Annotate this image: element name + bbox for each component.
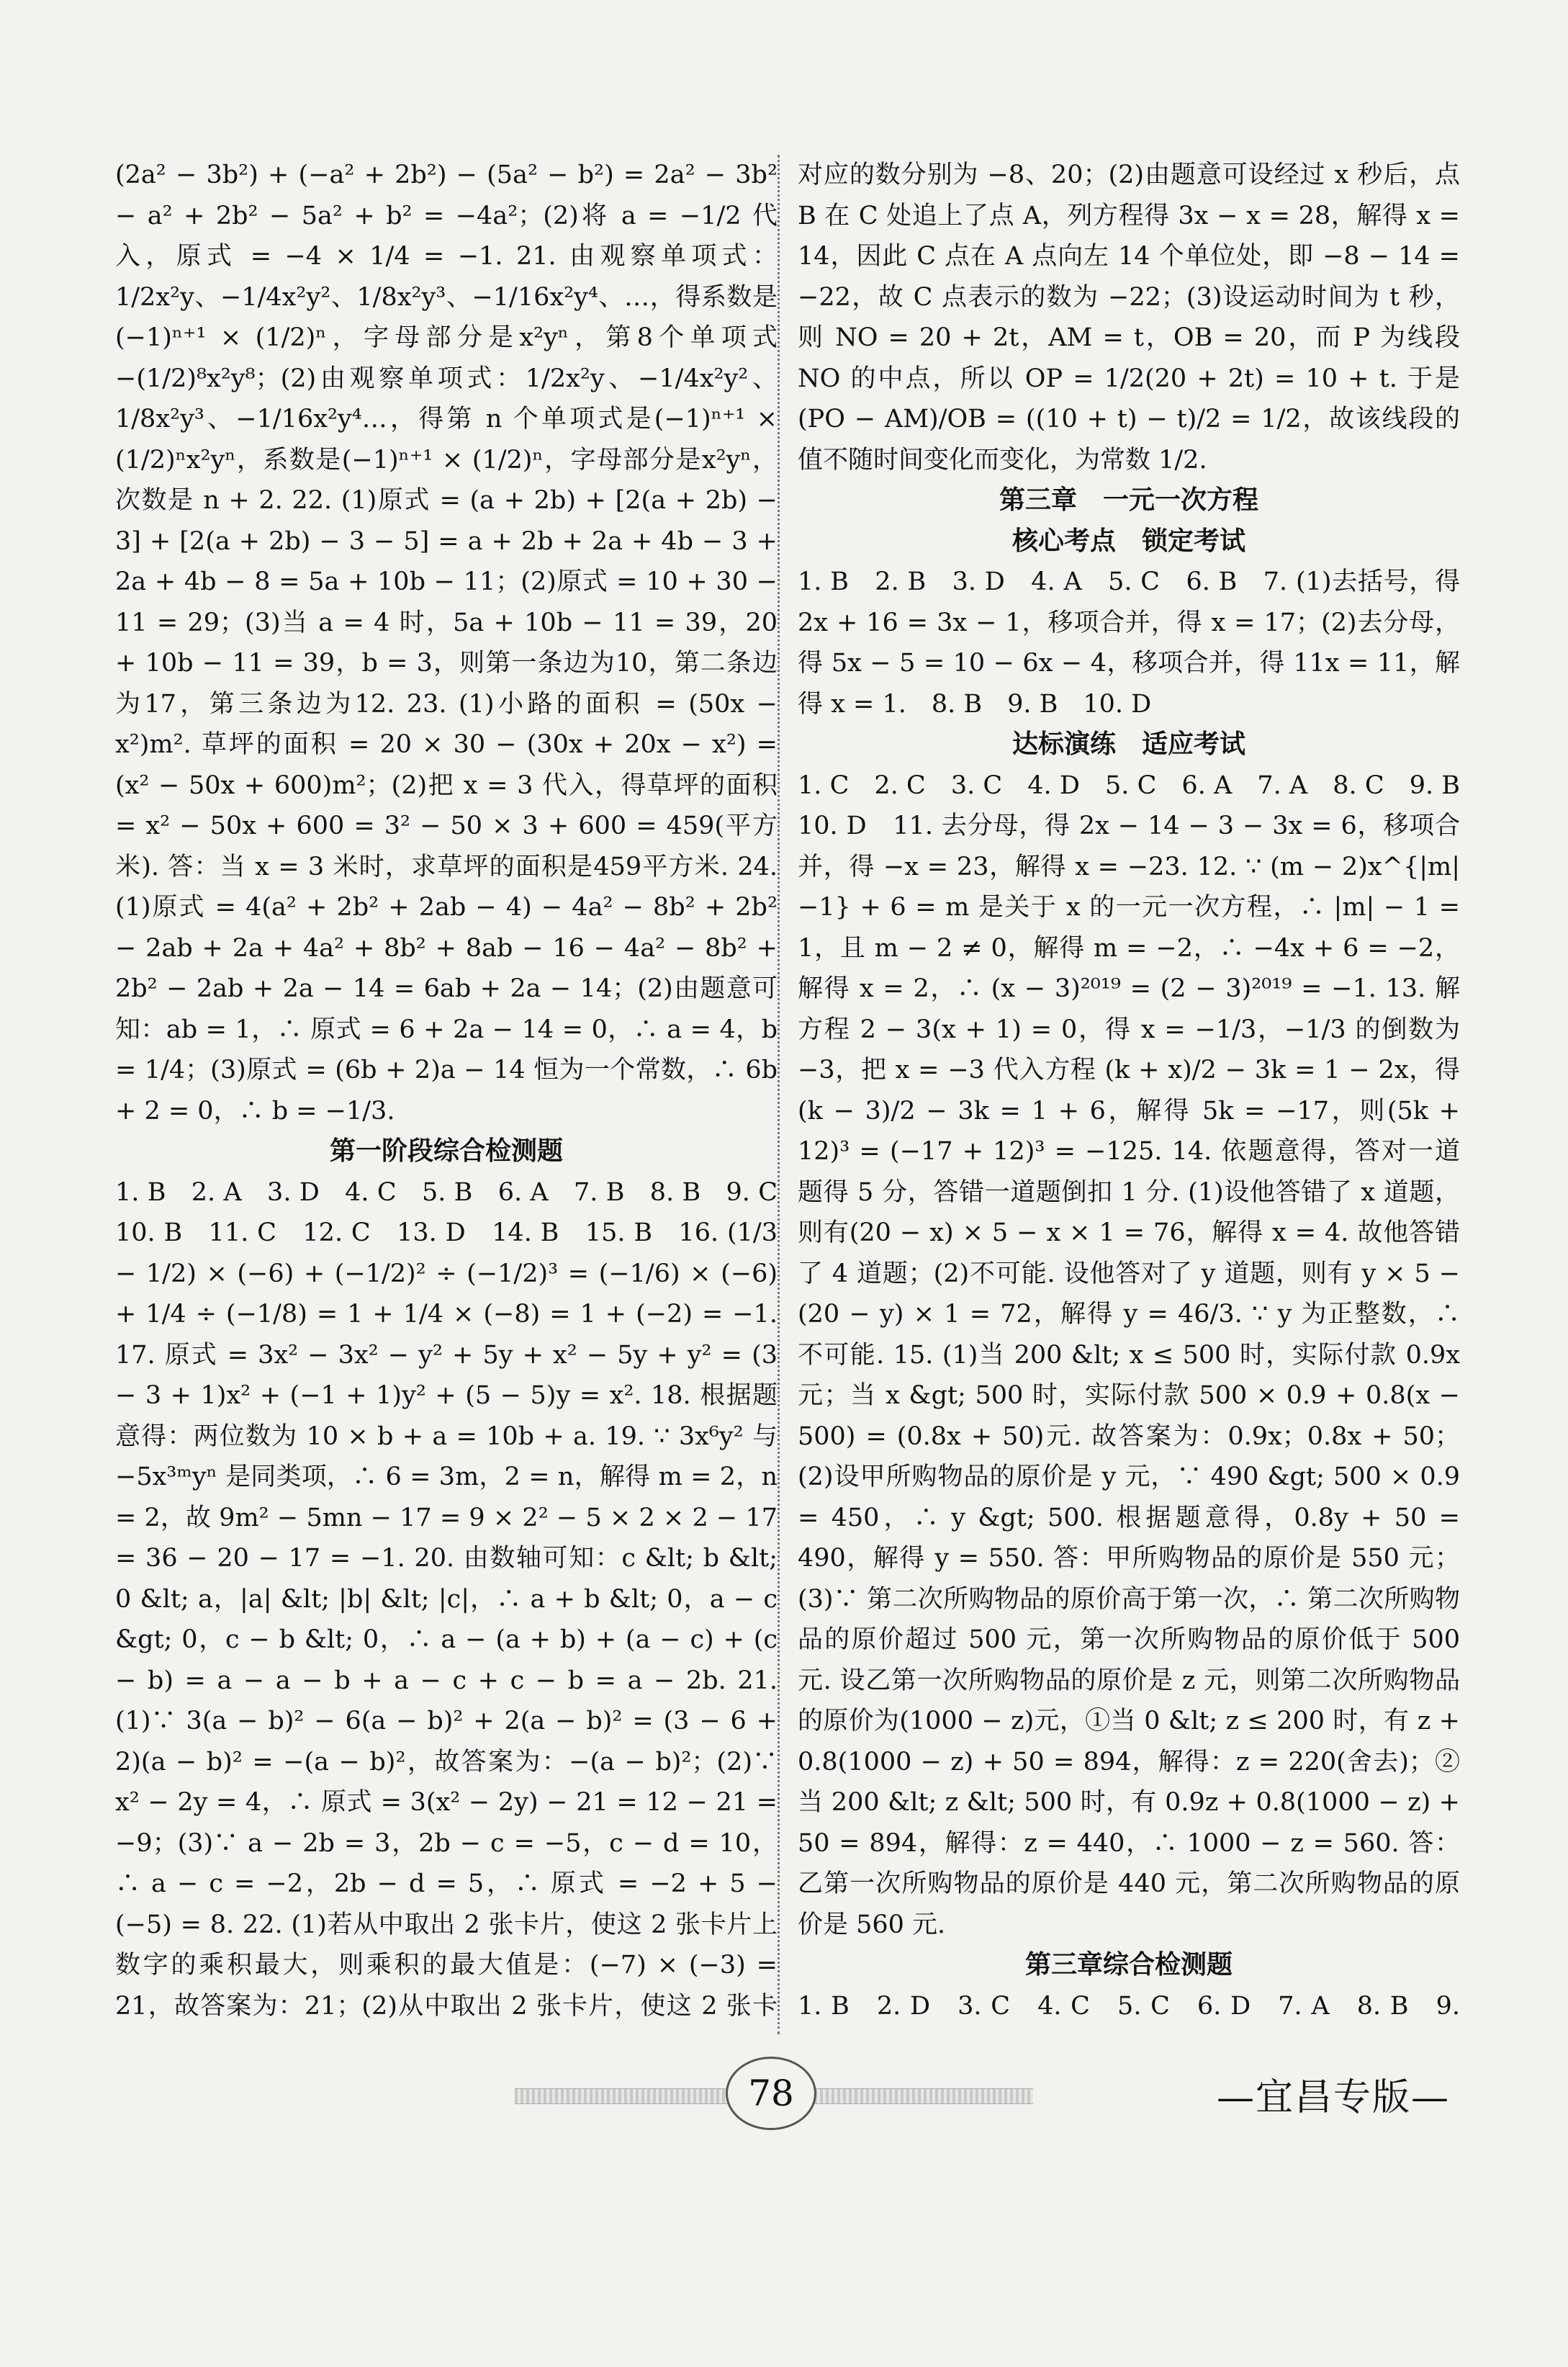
edition-label: —宜昌专版— xyxy=(1217,2076,1451,2119)
section-heading: 第三章综合检测题 xyxy=(1024,1950,1233,1980)
right-column xyxy=(798,155,1460,2027)
answer-paragraph: (2a² − 3b²) + (−a² + 2b²) − (5a² − b²) = 2a² − 3b² − a² + 2b² − 5a² + b² = −4a²；(2)将 a = −1/2 代入，原式 = −4 × 1/4 = −1. 21. 由观察单项式：1/2x²y、−1/4x²y²、1/8x²y³、−1/16x²y⁴、…，得系数是(−1)ⁿ⁺¹ × (1/2)ⁿ，字母部分是x²yⁿ，第8个单项式 −(1/2)⁸x²y⁸；(2)由观察单项式：1/2x²y、−1/4x²y²、1/8x²y³、−1/16x²y⁴…，得第 n 个单项式是(−1)ⁿ⁺¹ × (1/2)ⁿx²yⁿ，系数是(−1)ⁿ⁺¹ × (1/2)ⁿ，字母部分是x²yⁿ，次数是 n + 2. 22. (1)原式 = (a + 2b) + [2(a + 2b) − 3] + [2(a + 2b) − 3 − 5] = a + 2b + 2a + 4b − 3 + 2a + 4b − 8 = 5a + 10b − 11；(2)原式 = 10 + 30 − 11 = 29；(3)当 a = 4 时，5a + 10b − 11 = 39，20 + 10b − 11 = 39，b = 3，则第一条边为10，第二条边为17，第三条边为12. 23. (1)小路的面积 = (50x − x²)m². 草坪的面积 = 20 × 30 − (30x + 20x − x²) = (x² − 50x + 600)m²；(2)把 x = 3 代入，得草坪的面积 = x² − 50x + 600 = 3² − 50 × 3 + 600 = 459(平方米). 答：当 x = 3 米时，求草坪的面积是459平方米. 24. (1)原式 = 4(a² + 2b² + 2ab − 4) − 4a² − 8b² + 2b² − 2ab + 2a + 4a² + 8b² + 8ab − 16 − 4a² − 8b² + 2b² − 2ab + 2a − 14 = 6ab + 2a − 14；(2)由题意可知：ab = 1，∴ 原式 = 6 + 2a − 14 = 0，∴ a = 4，b = 1/4；(3)原式 = (6b + 2)a − 14 恒为一个常数，∴ 6b + 2 = 0，∴ b = −1/3. xyxy=(115,161,778,1126)
answer-paragraph: 对应的数分别为 −8、20；(2)由题意可设经过 x 秒后，点 B 在 C 处追上了点 A，列方程得 3x − x = 28，解得 x = 14，因此 C 点在 A 点向左 14 个单位处，即 −8 − 14 = −22，故 C 点表示的数为 −22；(3)设运动时间为 t 秒，则 NO = 20 + 2t，AM = t，OB = 20，而 P 为线段 NO 的中点，所以 OP = 1/2(20 + 2t) = 10 + t. 于是 (PO − AM)/OB = ((10 + t) − t)/2 = 1/2，故该线段的值不随时间变化而变化，为常数 1/2. xyxy=(798,161,1460,475)
page-number: 78 xyxy=(726,2057,816,2130)
column-divider xyxy=(778,155,780,2034)
section-heading: 第一阶段综合检测题 xyxy=(329,1136,563,1166)
left-column xyxy=(115,155,778,2027)
answer-paragraph: 1. B 2. D 3. C 4. C 5. C 6. D 7. A 8. B 9. xyxy=(798,1991,1460,2021)
section-heading: 达标演练 适应考试 xyxy=(1011,729,1245,759)
answer-paragraph: 1. C 2. C 3. C 4. D 5. C 6. A 7. A 8. C 9. B 10. D 11. 去分母，得 2x − 14 − 3 − 3x = 6，移项合并，得 −x = 23，解得 x = −23. 12. ∵ (m − 2)x^{|m|−1} + 6 = m 是关于 x 的一元一次方程，∴ |m| − 1 = 1，且 m − 2 ≠ 0，解得 m = −2，∴ −4x + 6 = −2，解得 x = 2，∴ (x − 3)²⁰¹⁹ = (2 − 3)²⁰¹⁹ = −1. 13. 解方程 2 − 3(x + 1) = 0，得 x = −1/3，−1/3 的倒数为 −3，把 x = −3 代入方程 (k + x)/2 − 3k = 1 − 2x，得 (k − 3)/2 − 3k = 1 + 6，解得 5k = −17，则(5k + 12)³ = (−17 + 12)³ = −125. 14. 依题意得，答对一道题得 5 分，答错一道题倒扣 1 分. (1)设他答错了 x 道题，则有(20 − x) × 5 − x × 1 = 76，解得 x = 4. 故他答错了 4 道题；(2)不可能. 设他答对了 y 道题，则有 y × 5 − (20 − y) × 1 = 72，解得 y = 46/3. ∵ y 为正整数，∴ 不可能. 15. (1)当 200 &lt; x ≤ 500 时，实际付款 0.9x 元；当 x &gt; 500 时，实际付款 500 × 0.9 + 0.8(x − 500) = (0.8x + 50)元. 故答案为：0.9x；0.8x + 50；(2)设甲所购物品的原价是 y 元，∵ 490 &gt; 500 × 0.9 = 450，∴ y &gt; 500. 根据题意得，0.8y + 50 = 490，解得 y = 550. 答：甲所购物品的原价是 550 元；(3)∵ 第二次所购物品的原价高于第一次，∴ 第二次所购物品的原价超过 500 元，第一次所购物品的原价低于 500 元. 设乙第一次所购物品的原价是 z 元，则第二次所购物品的原价为(1000 − z)元，①当 0 &lt; z ≤ 200 时，有 z + 0.8(1000 − z) + 50 = 894，解得：z = 220(舍去)；②当 200 &lt; z &lt; 500 时，有 0.9z + 0.8(1000 − z) + 50 = 894，解得：z = 440，∴ 1000 − z = 560. 答：乙第一次所购物品的原价是 440 元，第二次所购物品的原价是 560 元. xyxy=(798,771,1460,1939)
answer-paragraph: 1. B 2. A 3. D 4. C 5. B 6. A 7. B 8. B 9. C 10. B 11. C 12. C 13. D 14. B 15. B 16. (1/3 − 1/2) × (−6) + (−1/2)² ÷ (−1/2)³ = (−1/6) × (−6) + 1/4 ÷ (−1/8) = 1 + 1/4 × (−8) = 1 + (−2) = −1. 17. 原式 = 3x² − 3x² − y² + 5y + x² − 5y + y² = (3 − 3 + 1)x² + (−1 + 1)y² + (5 − 5)y = x². 18. 根据题意得：两位数为 10 × b + a = 10b + a. 19. ∵ 3x⁶y² 与 −5x³ᵐyⁿ 是同类项，∴ 6 = 3m，2 = n，解得 m = 2，n = 2，故 9m² − 5mn − 17 = 9 × 2² − 5 × 2 × 2 − 17 = 36 − 20 − 17 = −1. 20. 由数轴可知：c &lt; b &lt; 0 &lt; a，|a| &lt; |b| &lt; |c|，∴ a + b &lt; 0，a − c &gt; 0，c − b &lt; 0，∴ a − (a + b) + (a − c) + (c − b) = a − a − b + a − c + c − b = a − 2b. 21. (1)∵ 3(a − b)² − 6(a − b)² + 2(a − b)² = (3 − 6 + 2)(a − b)² = −(a − b)²，故答案为：−(a − b)²；(2)∵ x² − 2y = 4，∴ 原式 = 3(x² − 2y) − 21 = 12 − 21 = −9；(3)∵ a − 2b = 3，2b − c = −5，c − d = 10，∴ a − c = −2，2b − d = 5，∴ 原式 = −2 + 5 − (−5) = 8. 22. (1)若从中取出 2 张卡片，使这 2 张卡片上数字的乘积最大，则乘积的最大值是：(−7) × (−3) = 21，故答案为：21；(2)从中取出 2 张卡片，使这 2 张卡 xyxy=(115,1177,778,2021)
section-heading: 核心考点 锁定考试 xyxy=(1011,526,1245,556)
answer-paragraph: 1. B 2. B 3. D 4. A 5. C 6. B 7. (1)去括号，得 2x + 16 = 3x − 1，移项合并，得 x = 17；(2)去分母，得 5x − 5 = 10 − 6x − 4，移项合并，得 11x = 11，解得 x = 1. 8. B 9. B 10. D xyxy=(798,567,1460,719)
section-heading: 第三章 一元一次方程 xyxy=(999,485,1258,515)
